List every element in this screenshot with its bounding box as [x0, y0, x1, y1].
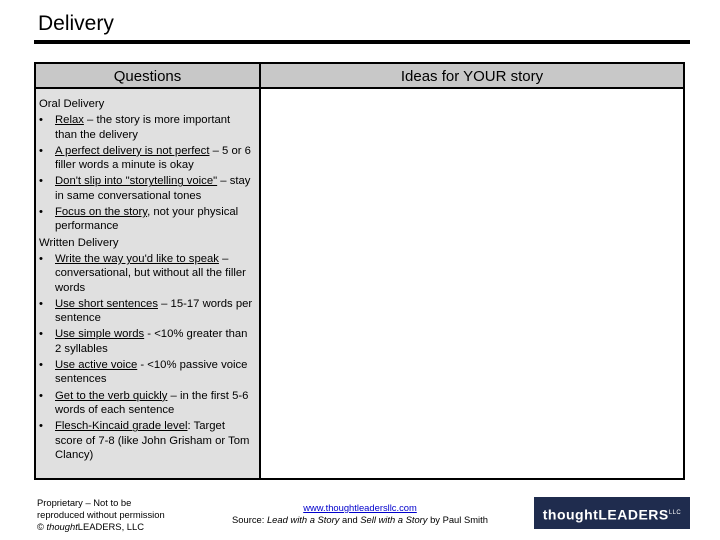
thoughtleaders-logo — [534, 497, 690, 529]
notice-line-3 — [37, 521, 165, 533]
questions-header: Questions — [36, 64, 261, 89]
item-detail: - <10% greater than 2 syllables — [55, 328, 248, 355]
source-footer — [225, 502, 495, 526]
logo-leaders: LEADERS — [598, 506, 669, 523]
bullet-icon: • — [39, 206, 43, 219]
item-key-phrase: Use active voice — [55, 359, 138, 372]
questions-column — [36, 89, 261, 478]
item-key-phrase: Focus on the story — [55, 206, 148, 219]
bullet-icon: • — [39, 252, 43, 265]
item-key-phrase: Use simple words — [55, 328, 145, 341]
item-key-phrase: Flesch-Kincaid grade level — [55, 420, 188, 433]
item-key-phrase: Use short sentences — [55, 297, 158, 310]
oral-delivery-heading: Oral Delivery — [39, 98, 105, 110]
book-title-1: Lead with a Story — [266, 514, 340, 525]
bullet-icon: • — [39, 144, 43, 157]
item-detail: – in the first 5-6 words of each sentence — [55, 389, 249, 416]
item-detail: – conversational, but without all the filler words — [55, 252, 246, 294]
item-detail: – 5 or 6 filler words a minute is okay — [55, 144, 251, 172]
item-key-phrase: Write the way you'd like to speak — [55, 252, 219, 265]
written-delivery-heading: Written Delivery — [39, 236, 119, 249]
source-line — [225, 514, 495, 526]
item-detail: : Target score of 7-8 (like John Grisham or Tom Clancy) — [55, 420, 250, 461]
bullet-item — [39, 174, 259, 203]
copyright-leaders: LEADERS, LLC — [77, 521, 144, 532]
bullet-icon: • — [39, 328, 43, 341]
source-and: and — [339, 514, 361, 525]
bullet-icon: • — [39, 114, 43, 127]
website-link[interactable]: www.thoughtleadersllc.com — [303, 502, 417, 513]
item-key-phrase: Relax — [55, 114, 84, 127]
bullet-icon: • — [39, 297, 43, 310]
proprietary-notice — [37, 497, 165, 533]
item-detail: - <10% passive voice sentences — [55, 359, 248, 386]
copyright-thought: thought — [46, 521, 78, 532]
item-key-phrase: Don't slip into "storytelling voice" — [55, 175, 218, 188]
bullet-item — [39, 297, 259, 326]
bullet-icon: • — [39, 359, 43, 372]
oral-delivery-list — [39, 113, 259, 233]
title-divider — [34, 40, 690, 44]
bullet-item — [39, 389, 259, 418]
item-key-phrase: A perfect delivery is not perfect — [55, 144, 210, 157]
copyright-symbol: © — [37, 521, 47, 532]
bullet-item — [39, 113, 259, 142]
ideas-header: Ideas for YOUR story — [261, 64, 683, 89]
bullet-icon: • — [39, 175, 43, 188]
item-detail: , not your physical performance — [55, 206, 239, 233]
notice-line-2: reproduced without permission — [37, 509, 165, 520]
ideas-column[interactable] — [261, 89, 683, 478]
book-title-2: Sell with a Story — [360, 514, 428, 525]
item-detail: – the story is more important than the delivery — [55, 114, 231, 141]
bullet-icon: • — [39, 420, 43, 433]
delivery-table — [34, 62, 685, 480]
bullet-item — [39, 144, 259, 173]
bullet-icon: • — [39, 389, 43, 402]
item-detail: – stay in same conversational tones — [55, 175, 251, 202]
source-author: by Paul Smith — [427, 514, 488, 525]
item-key-phrase: Get to the verb quickly — [55, 389, 168, 402]
bullet-item — [39, 252, 259, 295]
source-label: Source: — [232, 514, 267, 525]
logo-thought: thought — [542, 506, 599, 523]
logo-llc: LLC — [668, 510, 682, 516]
bullet-item — [39, 419, 259, 462]
written-delivery-list — [39, 252, 259, 462]
page-title: Delivery — [38, 12, 114, 35]
notice-line-1: Proprietary – Not to be — [37, 497, 132, 508]
bullet-item — [39, 327, 259, 356]
item-detail: – 15-17 words per sentence — [55, 297, 253, 325]
bullet-item — [39, 358, 259, 387]
bullet-item — [39, 205, 259, 234]
